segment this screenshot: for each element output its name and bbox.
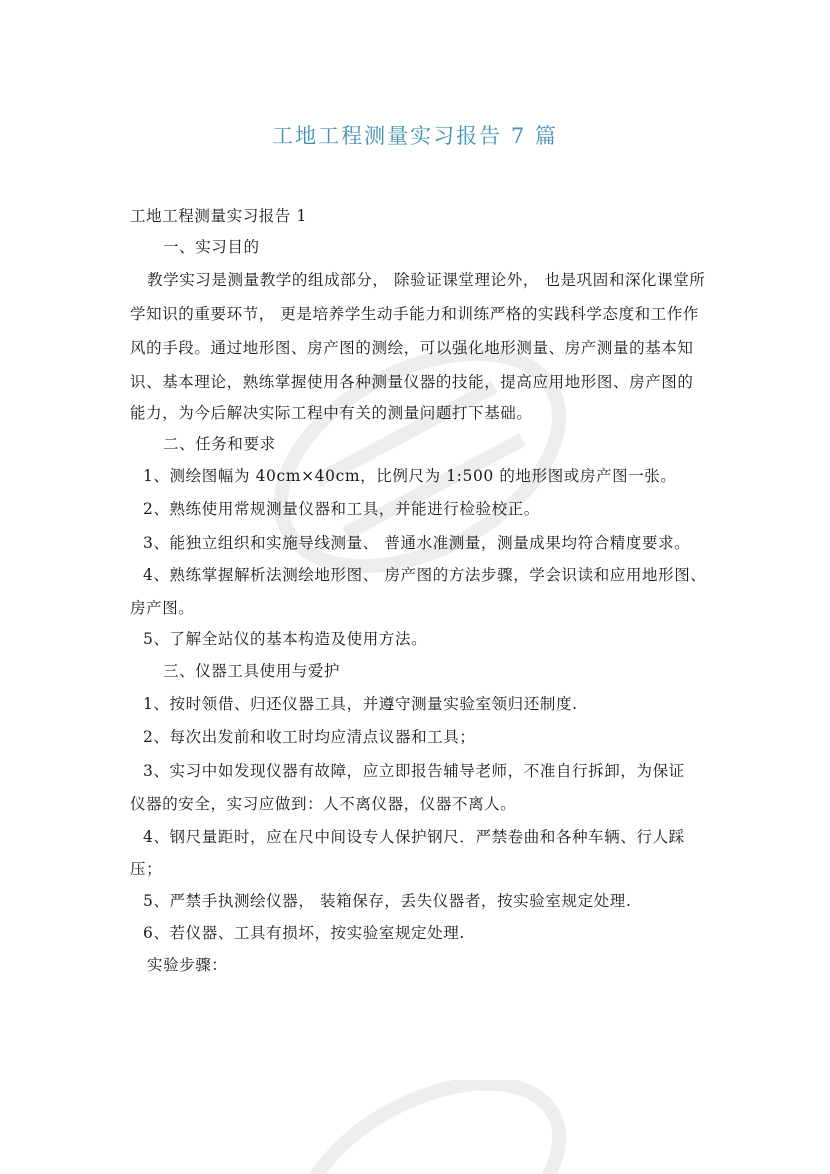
section-heading: 一、实习目的 xyxy=(163,238,260,256)
paragraph-line: 教学实习是测量教学的组成部分， 除验证课堂理论外， 也是巩固和深化课堂所 xyxy=(147,271,706,289)
list-item: 6、若仪器、工具有损坏，按实验室规定处理. xyxy=(143,924,465,942)
stamp-watermark-icon xyxy=(270,1080,590,1174)
paragraph-line: 风的手段。通过地形图、房产图的测绘，可以强化地形测量、房产测量的基本知 xyxy=(130,339,694,357)
list-item: 1、测绘图幅为 40cm×40cm，比例尺为 1:500 的地形图或房产图一张。 xyxy=(143,467,677,485)
list-item: 3、实习中如发现仪器有故障，应立即报告辅导老师，不准自行拆卸，为保证 xyxy=(143,762,685,780)
list-item: 1、按时领借、归还仪器工具，并遵守测量实验室领归还制度. xyxy=(143,695,578,713)
steps-label: 实验步骤： xyxy=(147,956,228,974)
paragraph-line: 能力，为今后解决实际工程中有关的测量问题打下基础。 xyxy=(130,404,533,422)
section-heading: 二、任务和要求 xyxy=(163,435,276,453)
page-title: 工地工程测量实习报告 7 篇 xyxy=(272,124,558,148)
list-item: 2、熟练使用常规测量仪器和工具，并能进行检验校正。 xyxy=(143,500,540,518)
paragraph-line: 识、基本理论，熟练掌握使用各种测量仪器的技能，提高应用地形图、房产图的 xyxy=(130,373,694,391)
list-item: 4、钢尺量距时，应在尺中间设专人保护钢尺．严禁卷曲和各种车辆、行人踩 xyxy=(143,828,685,846)
list-item: 2、每次出发前和收工时均应清点议器和工具； xyxy=(143,728,476,746)
list-item: 5、了解全站仪的基本构造及使用方法。 xyxy=(143,630,428,648)
list-item: 5、严禁手执测绘仪器， 装箱保存，丢失仪器者，按实验室规定处理. xyxy=(143,892,632,910)
list-item: 4、熟练掌握解析法测绘地形图、 房产图的方法步骤，学会识读和应用地形图、 xyxy=(143,566,707,584)
section-heading: 三、仪器工具使用与爱护 xyxy=(163,662,341,680)
list-item: 3、能独立组织和实施导线测量、 普通水准测量，测量成果均符合精度要求。 xyxy=(143,534,691,552)
list-item: 仪器的安全，实习应做到：人不离仪器，仪器不离人。 xyxy=(130,795,517,813)
list-item: 压； xyxy=(130,860,163,878)
report-subtitle: 工地工程测量实习报告 1 xyxy=(130,207,307,225)
list-item: 房产图。 xyxy=(130,599,195,617)
paragraph-line: 学知识的重要环节， 更是培养学生动手能力和训练严格的实践科学态度和工作作 xyxy=(130,305,700,323)
